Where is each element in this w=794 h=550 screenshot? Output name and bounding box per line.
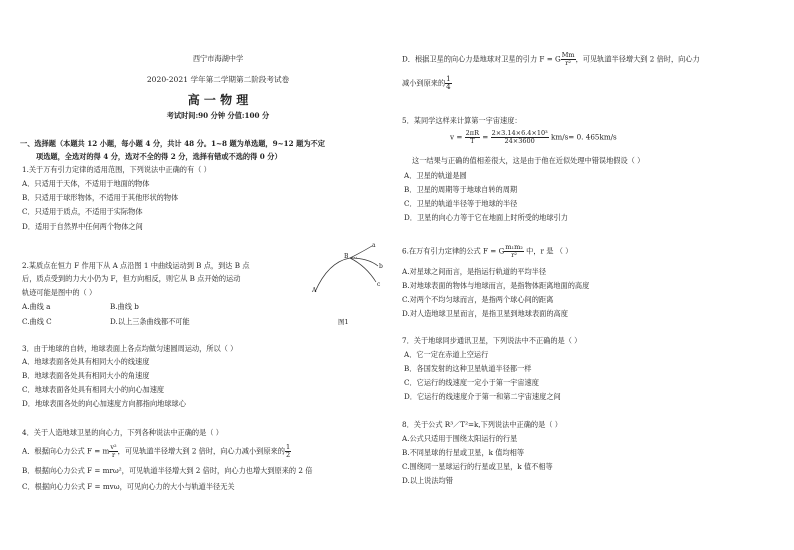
q6-num: m₁m₂	[505, 243, 523, 251]
q6-post: 中，r 是 （ ）	[523, 246, 573, 256]
q4-a-fnum: 1	[285, 443, 291, 451]
q5-option-d: D．卫星的向心力等于它在地面上时所受的地球引力	[404, 213, 568, 222]
q4-a-num: v²	[110, 443, 117, 451]
q5-option-a: A．卫星的轨道是圆	[404, 171, 467, 180]
q7-option-b: B．各国发射的这种卫星轨道半径都一样	[404, 364, 532, 373]
q5-den1: T	[470, 137, 475, 145]
q7-option-d: D．它运行的线速度介于第一和第二宇宙速度之间	[404, 392, 561, 401]
subject-title: 高 一 物 理	[187, 93, 249, 107]
q2-option-a: A.曲线 a	[22, 302, 51, 311]
figure-label-A: A	[312, 287, 317, 294]
q5-formula-eq: =	[479, 132, 491, 142]
curve-a	[350, 246, 372, 258]
q5-num1: 2πR	[465, 129, 479, 137]
q2-option-b: B.曲线 b	[110, 302, 139, 311]
q4-a-den: r	[111, 451, 116, 459]
q4-option-b: B．根据向心力公式 F = mrω²，可见轨道半径增大到 2 倍时，向心力也增大到原来的 2 倍	[22, 466, 313, 475]
q6-option-a: A.对星球之间而言，是指运行轨道的平均半径	[402, 267, 547, 276]
q7-option-c: C．它运行的线速度一定小于第一宇宙速度	[404, 378, 539, 387]
figure-label-a: a	[372, 242, 376, 249]
q1-option-d: D．适用于自然界中任何两个物体之间	[22, 222, 143, 231]
q4-a-fden: 2	[285, 451, 291, 459]
q5-formula-right: km/s= 0. 465km/s	[548, 132, 617, 142]
q2-stem-line1: 2.某质点在恒力 F 作用下从 A 点沿图 1 中曲线运动到 B 点，到达 B 点	[22, 261, 250, 270]
q3-stem: 3．由于地球的自转，地球表面上各点均做匀速圆周运动，所以（ ）	[22, 344, 238, 353]
q5-option-b: B．卫星的周期等于地球自转的周期	[404, 185, 518, 194]
q4-d-prefix: D．根据卫星的向心力是地球对卫星的引力 F = G	[402, 54, 561, 64]
q4-stem: 4．关于人造地球卫星的向心力，下列各种说法中正确的是（ ）	[22, 428, 223, 437]
q4-d-fraction	[561, 52, 576, 67]
q1-stem: 1.关于万有引力定律的适用范围，下列说法中正确的有（ ）	[22, 165, 211, 174]
figure-label-B: B	[344, 253, 349, 260]
q5-fraction-1	[465, 130, 480, 145]
q2-stem-line3: 轨迹可能是图中的（ ）	[22, 288, 97, 297]
q5-option-c: C．卫星的轨道半径等于地球的半径	[404, 199, 518, 208]
q4-a-formula-fraction	[109, 444, 117, 459]
q1-option-b: B．只适用于球形物体，不适用于其他形状的物体	[22, 193, 179, 202]
q6-option-c: C.对两个不均匀球而言，是指两个球心间的距离	[402, 295, 554, 304]
q4-d-fden: 4	[446, 83, 451, 91]
q5-formula-left: v =	[450, 132, 465, 142]
q4-d-result-fraction	[445, 76, 451, 91]
q8-stem: 8．关于公式 R³／T²=k,下列说法中正确的是（ ）	[402, 420, 562, 429]
q6-option-b: B.对地球表面的物体与地球而言，是指物体距离地面的高度	[402, 281, 590, 290]
figure-1-trajectory	[300, 240, 400, 330]
q4-a-middle: ，可见轨道半径增大到 2 倍时，向心力减小到原来的	[117, 446, 285, 456]
curve-c	[350, 258, 376, 282]
q2-option-c: C.曲线 C	[22, 317, 52, 326]
q8-option-a: A.公式只适用于围绕太阳运行的行星	[402, 434, 518, 443]
q1-option-c: C．只适用于质点，不适用于实际物体	[22, 207, 143, 216]
q4-option-d-line2	[402, 76, 452, 91]
q2-option-d: D.以上三条曲线都不可能	[110, 317, 190, 326]
curve-a-to-b	[315, 258, 350, 292]
q7-stem: 7．关于地球同步通讯卫星，下列说法中不正确的是（ ）	[402, 336, 582, 345]
q5-den2: 24×3600	[504, 137, 535, 145]
q4-d-line2-text: 减小到原来的	[402, 78, 446, 88]
figure-label-c: c	[377, 281, 381, 288]
q6-option-d: D.对人造地球卫星而言，是指卫星到地球表面的高度	[402, 309, 568, 318]
q8-option-c: C.围绕同一星球运行的行星或卫星，k 值不相等	[402, 462, 553, 471]
section-instruction-line1: 一、选择题（本题共 12 小题，每小题 4 分，共计 48 分。1~8 题为单选题，9~12 题为不定	[20, 139, 325, 148]
q4-option-a	[22, 444, 291, 459]
q8-option-b: B.不同星球的行星或卫星，k 值均相等	[402, 448, 525, 457]
q7-option-a: A．它一定在赤道上空运行	[404, 350, 489, 359]
q4-d-num: Mm	[561, 51, 575, 59]
section-instruction-line2: 项选题，全选对的得 4 分，选对不全的得 2 分，选择有错或不选的得 0 分）	[36, 152, 282, 161]
q4-a-result-fraction	[285, 444, 291, 459]
q8-option-d: D.以上说法均错	[402, 476, 453, 485]
q4-option-d-line1	[402, 52, 700, 67]
figure-label-b: b	[379, 263, 383, 270]
figure-caption: 图1	[338, 318, 349, 326]
q4-option-c: C．根据向心力公式 F = mvω，可见向心力的大小与轨道半径无关	[22, 482, 235, 491]
school-name: 西宁市海湖中学	[192, 54, 244, 63]
q4-d-den: r²	[565, 59, 572, 67]
q3-option-a: A．地球表面各处具有相同大小的线速度	[22, 357, 150, 366]
q5-num2: 2×3.14×6.4×10³	[491, 129, 548, 137]
curve-b	[350, 258, 378, 266]
q4-d-post: ，可见轨道半径增大到 2 倍时，向心力	[575, 54, 700, 64]
q4-a-prefix: A．根据向心力公式 F = m	[22, 446, 110, 456]
q5-formula	[450, 130, 617, 145]
q4-d-fnum: 1	[446, 75, 451, 83]
q3-option-c: C．地球表面各处具有相同大小的向心加速度	[22, 385, 165, 394]
q1-option-a: A．只适用于天体，不适用于地面的物体	[22, 179, 150, 188]
exam-time-score: 考试时间:90 分钟 分值:100 分	[166, 111, 270, 120]
q6-den: r²	[511, 251, 517, 259]
q3-option-b: B．地球表面各处具有相同大小的角速度	[22, 371, 150, 380]
q5-stem: 5．某同学这样来计算第一宇宙速度：	[402, 116, 522, 125]
q5-fraction-2	[491, 130, 549, 145]
q3-option-d: D．地球表面各处的向心加速度方向都指向地球球心	[22, 399, 186, 408]
q6-fraction	[504, 244, 524, 259]
exam-title: 2020-2021 学年第二学期第二阶段考试卷	[146, 75, 290, 84]
q5-line2: 这一结果与正确的值相差很大，这是由于他在近似处理中错误地假设（ ）	[412, 156, 645, 165]
q6-prefix: 6.在万有引力定律的公式 F = G	[402, 246, 505, 256]
q6-stem	[402, 244, 572, 259]
q2-stem-line2: 后，质点受到的力大小仍为 F，但方向相反，则它从 B 点开始的运动	[22, 274, 241, 283]
